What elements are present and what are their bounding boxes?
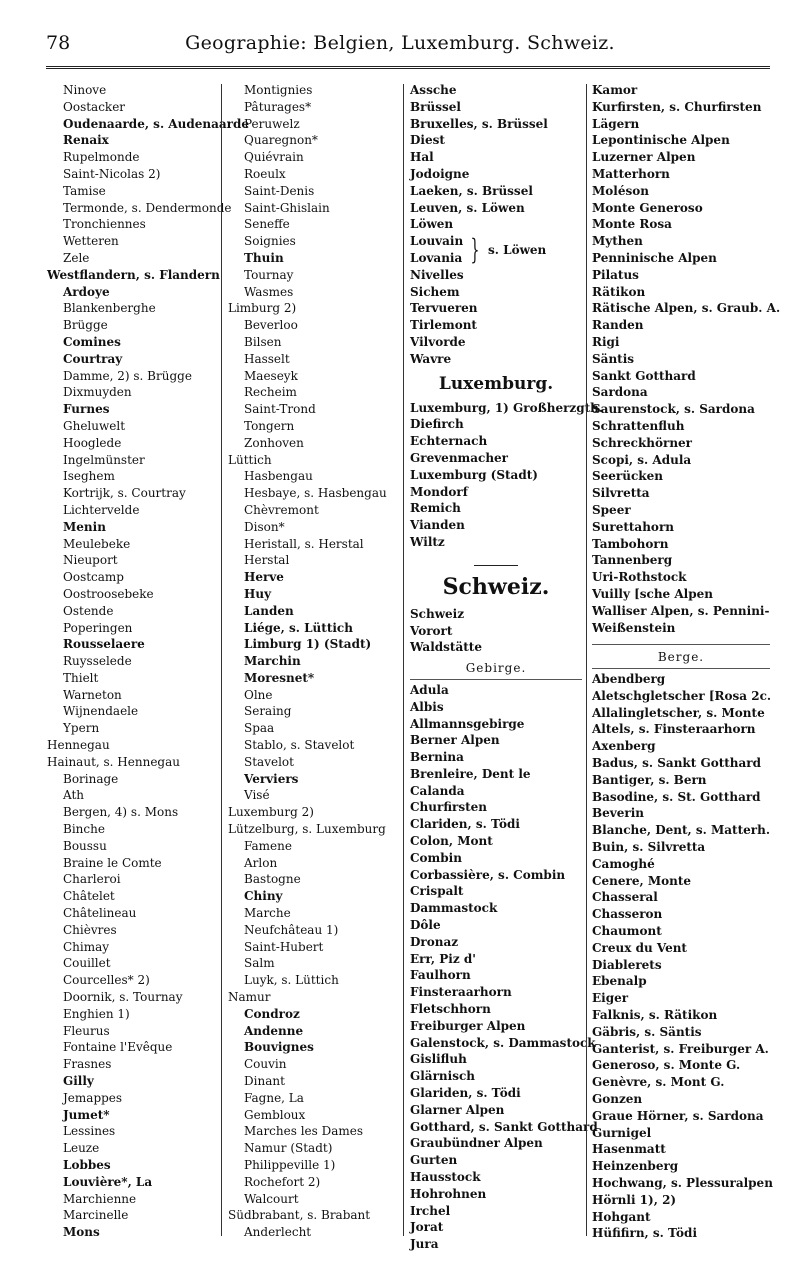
index-entry: Camoghé — [592, 856, 655, 871]
index-entry: Verviers — [244, 771, 299, 786]
index-entry: Graue Hörner, s. Sardona — [592, 1108, 764, 1123]
index-entry: Colon, Mont — [410, 834, 493, 849]
index-entry: Wiltz — [410, 534, 445, 549]
index-entry: Rätikon — [592, 284, 646, 299]
index-entry: Dôle — [410, 918, 441, 933]
index-entry: Hausstock — [410, 1170, 481, 1185]
index-entry: Namur (Stadt) — [244, 1141, 333, 1156]
index-entry: Vuilly [sche Alpen — [592, 586, 713, 601]
index-entry: Penninische Alpen — [592, 250, 717, 265]
index-entry: Châtelet — [63, 889, 115, 904]
index-entry: Châtelineau — [63, 906, 137, 921]
index-entry: Oostcamp — [63, 570, 124, 585]
index-entry: Brüssel — [410, 99, 461, 114]
index-entry: Marcinelle — [63, 1208, 129, 1223]
index-entry: Chèvremont — [244, 502, 319, 517]
index-entry: Zele — [63, 250, 90, 265]
index-entry: Courtray — [63, 351, 123, 366]
brace-glyph: } — [470, 232, 480, 266]
index-entry: Brenleire, Dent le — [410, 766, 531, 781]
index-entry: Churfirsten — [410, 800, 488, 815]
index-entry: Monte Generoso — [592, 200, 703, 215]
page-number: 78 — [46, 32, 71, 54]
index-entry: Falknis, s. Rätikon — [592, 1008, 718, 1023]
index-entry: Brügge — [63, 318, 108, 333]
index-entry: Poperingen — [63, 620, 133, 635]
index-entry: Gurten — [410, 1153, 458, 1168]
index-entry: Boussu — [63, 838, 107, 853]
index-entry: Limburg 2) — [228, 301, 297, 316]
index-entry: Badus, s. Sankt Gotthard — [592, 756, 762, 771]
running-head: Geographie: Belgien, Luxemburg. Schweiz. — [185, 32, 615, 54]
index-entry: Nieuport — [63, 553, 118, 568]
schweiz-heading: Schweiz. — [442, 573, 550, 600]
index-entry: Ganterist, s. Freiburger A. — [592, 1041, 769, 1056]
berge-heading: Berge. — [657, 650, 705, 665]
index-entry: Jemappes — [63, 1090, 123, 1105]
index-entry: Heinzenberg — [592, 1159, 679, 1174]
index-entry: Renaix — [63, 133, 109, 148]
index-entry: Speer — [592, 502, 631, 517]
index-entry: Gilly — [63, 1074, 94, 1089]
index-entry: Landen — [244, 603, 294, 618]
index-entry: Waldstätte — [410, 640, 482, 655]
index-entry: Allmannsgebirge — [410, 716, 525, 731]
index-entry: Seneffe — [244, 217, 290, 232]
index-entry: Heristall, s. Herstal — [244, 536, 364, 551]
index-entry: Oudenaarde, s. Audenaarde — [63, 116, 249, 131]
index-entry: Bastogne — [244, 872, 301, 887]
index-entry: Famene — [244, 838, 292, 853]
index-entry: Hainaut, s. Hennegau — [47, 754, 180, 769]
index-entry: Doornik, s. Tournay — [63, 990, 183, 1005]
index-entry: Tannenberg — [592, 553, 673, 568]
index-entry: Leuven, s. Löwen — [410, 200, 525, 215]
index-entry: Ostende — [63, 603, 114, 618]
index-entry: Gonzen — [592, 1092, 643, 1107]
index-entry: Rigi — [592, 334, 620, 349]
index-entry: Zonhoven — [244, 435, 304, 450]
index-entry: Glariden, s. Tödi — [410, 1086, 521, 1101]
index-entry: Scopi, s. Adula — [592, 452, 692, 467]
index-entry: Adula — [410, 682, 449, 697]
index-entry: Matterhorn — [592, 166, 670, 181]
index-entry: Couillet — [63, 956, 111, 971]
index-entry: Beverin — [592, 806, 644, 821]
index-entry: Combin — [410, 850, 462, 865]
index-entry: Oostroosebeke — [63, 586, 154, 601]
index-entry: Moléson — [592, 183, 649, 198]
index-entry: Gäbris, s. Säntis — [592, 1024, 702, 1039]
index-entry: Moresnet* — [244, 670, 315, 685]
index-entry: Quaregnon* — [244, 133, 318, 148]
index-entry: Bruxelles, s. Brüssel — [410, 116, 548, 131]
index-entry: Dronaz — [410, 934, 459, 949]
index-entry: Sichem — [410, 284, 460, 299]
index-entry: Ninove — [63, 83, 107, 97]
index-entry: Marche — [244, 906, 291, 921]
index-entry: Glärnisch — [410, 1069, 475, 1084]
index-entry: Meulebeke — [63, 536, 131, 551]
index-entry: Pâturages* — [244, 99, 312, 114]
index-entry: Menin — [63, 519, 106, 534]
index-entry: Tournay — [244, 267, 294, 282]
index-entry: Generoso, s. Monte G. — [592, 1058, 741, 1073]
index-entry: Faulhorn — [410, 968, 471, 983]
index-entry: Chimay — [63, 939, 110, 954]
index-entry: Monte Rosa — [592, 217, 672, 232]
column-rule-2 — [403, 84, 404, 1236]
index-entry: Ardoye — [63, 284, 110, 299]
index-entry: Stablo, s. Stavelot — [244, 738, 355, 753]
header-rule — [46, 66, 770, 71]
index-entry: Hasbengau — [244, 469, 313, 484]
index-entry: Tronchiennes — [63, 217, 146, 232]
index-entry: Comines — [63, 334, 121, 349]
index-entry: Crispalt — [410, 884, 464, 899]
index-entry: Anderlecht — [244, 1225, 312, 1240]
index-entry: Corbassière, s. Combin — [410, 867, 566, 882]
index-entry: Diest — [410, 133, 445, 148]
section-divider — [474, 565, 518, 566]
index-entry: Altels, s. Finsteraarhorn — [592, 722, 756, 737]
index-entry: Herve — [244, 570, 284, 585]
louvain-brace-group — [410, 233, 582, 267]
index-entry: Axenberg — [592, 739, 656, 754]
index-entry: Louvière*, La — [63, 1174, 153, 1189]
index-entry: Luzerner Alpen — [592, 150, 696, 165]
index-entry: Bouvignes — [244, 1040, 314, 1055]
index-entry: Jura — [410, 1237, 439, 1252]
index-entry: Sardona — [592, 385, 648, 400]
index-entry: Diablerets — [592, 957, 662, 972]
index-entry: Arlon — [244, 855, 278, 870]
index-entry: Eiger — [592, 991, 629, 1006]
index-entry: Berner Alpen — [410, 733, 500, 748]
index-entry: Tervueren — [410, 301, 478, 316]
index-entry: Saint-Hubert — [244, 939, 324, 954]
index-entry: Hohgant — [592, 1209, 651, 1224]
index-entry: Recheim — [244, 385, 297, 400]
index-entry: Gotthard, s. Sankt Gotthard — [410, 1119, 598, 1134]
index-entry: Ruysselede — [63, 654, 132, 669]
index-entry: Abendberg — [592, 672, 666, 687]
index-entry: Mons — [63, 1225, 100, 1240]
index-entry: Ath — [63, 788, 85, 803]
column-rule-3 — [586, 84, 587, 1236]
column-2 — [228, 82, 400, 1241]
column-rule-1 — [221, 84, 222, 1236]
index-entry: Ingelmünster — [63, 452, 145, 467]
index-entry: Chiny — [244, 889, 283, 904]
index-entry: Westflandern, s. Flandern — [47, 267, 220, 282]
index-entry: Schrattenfluh — [592, 418, 685, 433]
index-entry: Gheluwelt — [63, 418, 126, 433]
index-entry: Beverloo — [244, 318, 298, 333]
index-entry: Luyk, s. Lüttich — [244, 973, 339, 988]
index-entry: Tamise — [63, 183, 106, 198]
index-entry: Chasseron — [592, 907, 663, 922]
index-entry: Binche — [63, 822, 105, 837]
index-entry: Vianden — [410, 518, 465, 533]
index-entry: Echternach — [410, 434, 488, 449]
index-entry: Diefirch — [410, 417, 464, 432]
index-entry: Fontaine l'Evêque — [63, 1040, 173, 1055]
index-entry: Couvin — [244, 1057, 287, 1072]
index-entry: Dammastock — [410, 901, 498, 916]
index-entry: Rousselaere — [63, 637, 145, 652]
index-entry: Gurnigel — [592, 1125, 652, 1140]
index-entry: Freiburger Alpen — [410, 1018, 526, 1033]
index-entry: Luxemburg, 1) Großherzgth. — [410, 400, 604, 415]
column-1 — [47, 82, 249, 1241]
index-entry: Sankt Gotthard — [592, 368, 696, 383]
index-entry: Rupelmonde — [63, 150, 140, 165]
index-entry: Stavelot — [244, 754, 294, 769]
index-entry: Jorat — [410, 1220, 444, 1235]
index-entry: Nivelles — [410, 267, 464, 282]
index-entry: Hal — [410, 150, 434, 165]
index-entry: Tirlemont — [410, 318, 477, 333]
index-entry: Lützelburg, s. Luxemburg — [228, 822, 386, 837]
index-entry: Roeulx — [244, 166, 286, 181]
index-entry: Seerücken — [592, 469, 663, 484]
index-entry: Iseghem — [63, 469, 115, 484]
index-entry: Hooglede — [63, 435, 122, 450]
index-entry: Err, Piz d' — [410, 951, 476, 966]
index-entry: Surettahorn — [592, 519, 674, 534]
index-entry: Blankenberghe — [63, 301, 156, 316]
index-entry: Cenere, Monte — [592, 873, 692, 888]
index-entry: Hörnli 1), 2) — [592, 1192, 677, 1207]
index-entry: Lägern — [592, 116, 640, 131]
index-entry: Schreckhörner — [592, 435, 693, 450]
index-entry: Allalingletscher, s. Monte — [592, 705, 765, 720]
index-entry: Marchienne — [63, 1191, 137, 1206]
index-entry: Kamor — [592, 83, 638, 97]
index-entry: Uri-Rothstock — [592, 570, 687, 585]
index-entry: Bilsen — [244, 334, 282, 349]
index-entry: Dinant — [244, 1074, 285, 1089]
index-entry: Jodoigne — [410, 166, 470, 181]
index-entry: Marchin — [244, 654, 301, 669]
index-entry: Blanche, Dent, s. Matterh. — [592, 823, 771, 838]
index-entry: Clariden, s. Tödi — [410, 817, 520, 832]
index-entry: Louvain — [410, 234, 464, 249]
index-entry: Charleroi — [63, 872, 121, 887]
index-entry: Hennegau — [47, 738, 110, 753]
index-entry: Säntis — [592, 351, 635, 366]
index-entry: Glarner Alpen — [410, 1102, 505, 1117]
index-entry: Tambohorn — [592, 536, 669, 551]
index-entry: Leuze — [63, 1141, 100, 1156]
index-entry: Oostacker — [63, 99, 126, 114]
index-entry: Hesbaye, s. Hasbengau — [244, 486, 387, 501]
berge-rule — [592, 668, 770, 669]
index-entry: Maeseyk — [244, 368, 298, 383]
index-entry: Huy — [244, 586, 272, 601]
berge-top-rule — [592, 644, 770, 645]
index-entry: Schweiz — [410, 606, 465, 621]
index-entry: Rochefort 2) — [244, 1174, 321, 1189]
index-entry: Hochwang, s. Plessuralpen — [592, 1176, 773, 1190]
index-entry: Laeken, s. Brüssel — [410, 183, 533, 198]
index-entry: Saint-Trond — [244, 402, 316, 417]
index-entry: Grevenmacher — [410, 450, 508, 465]
index-entry: Assche — [410, 83, 457, 97]
index-entry: Frasnes — [63, 1057, 112, 1072]
index-entry: Lüttich — [228, 452, 272, 467]
index-entry: Genèvre, s. Mont G. — [592, 1075, 725, 1090]
index-entry: Löwen — [410, 217, 454, 232]
index-entry: Termonde, s. Dendermonde — [63, 200, 232, 215]
index-entry: Fletschhorn — [410, 1002, 491, 1017]
index-entry: Wijnendaele — [63, 704, 139, 719]
index-entry: Damme, 2) s. Brügge — [63, 368, 192, 383]
index-entry: Randen — [592, 318, 644, 333]
index-entry: Wavre — [410, 351, 452, 366]
index-entry: Aletschgletscher [Rosa 2c. — [592, 688, 772, 703]
index-entry: Saint-Nicolas 2) — [63, 166, 161, 181]
index-entry: Dixmuyden — [63, 385, 132, 400]
index-entry: Quiévrain — [244, 150, 304, 165]
index-entry: Braine le Comte — [63, 855, 162, 870]
index-entry: Salm — [244, 956, 275, 971]
brace-reference: s. Löwen — [488, 242, 547, 257]
index-entry: Pilatus — [592, 267, 639, 282]
index-entry: Kortrijk, s. Courtray — [63, 486, 186, 501]
index-entry: Philippeville 1) — [244, 1158, 336, 1172]
index-entry: Albis — [410, 699, 444, 714]
index-entry: Bernina — [410, 750, 464, 765]
index-entry: Visé — [244, 788, 270, 803]
index-entry: Irchel — [410, 1203, 451, 1218]
index-entry: Walliser Alpen, s. Pennini- — [592, 603, 770, 618]
index-entry: Rätische Alpen, s. Graub. A. — [592, 301, 781, 316]
index-entry: Bergen, 4) s. Mons — [63, 805, 179, 820]
index-entry: Luxemburg 2) — [228, 805, 314, 820]
index-entry: Hüfifirn, s. Tödi — [592, 1226, 697, 1241]
index-entry: Mondorf — [410, 484, 468, 499]
index-entry: Peruwelz — [244, 116, 300, 131]
index-entry: Graubündner Alpen — [410, 1136, 543, 1151]
index-entry: Basodine, s. St. Gotthard — [592, 789, 761, 804]
index-entry: Saint-Ghislain — [244, 200, 330, 215]
index-entry: Chièvres — [63, 922, 117, 937]
index-entry: Remich — [410, 501, 461, 516]
index-entry: Hohrohnen — [410, 1186, 487, 1201]
index-entry: Lobbes — [63, 1158, 111, 1172]
index-entry: Liége, s. Lüttich — [244, 620, 353, 635]
index-entry: Südbrabant, s. Brabant — [228, 1208, 371, 1223]
index-entry: Jumet* — [63, 1107, 110, 1122]
index-entry: Limburg 1) (Stadt) — [244, 637, 372, 652]
index-entry: Hasenmatt — [592, 1142, 666, 1157]
index-entry: Warneton — [63, 687, 122, 702]
index-entry: Saurenstock, s. Sardona — [592, 402, 755, 417]
index-entry: Kurfirsten, s. Churfirsten — [592, 99, 762, 114]
index-entry: Gembloux — [244, 1107, 306, 1122]
index-entry: Fagne, La — [244, 1090, 304, 1105]
index-entry: Marches les Dames — [244, 1124, 364, 1139]
index-entry: Herstal — [244, 553, 290, 568]
index-entry: Chasseral — [592, 890, 658, 905]
index-entry: Lepontinische Alpen — [592, 133, 730, 148]
index-entry: Courcelles* 2) — [63, 973, 150, 988]
index-entry: Dison* — [244, 519, 285, 534]
luxemburg-heading: Luxemburg. — [438, 373, 554, 394]
index-entry: Furnes — [63, 402, 110, 417]
index-entry: Lessines — [63, 1124, 116, 1139]
index-entry: Lovania — [410, 250, 463, 265]
index-entry: Andenne — [244, 1023, 304, 1038]
index-entry: Seraing — [244, 704, 292, 719]
index-entry: Hasselt — [244, 351, 290, 366]
index-entry: Ebenalp — [592, 974, 647, 989]
index-entry: Finsteraarhorn — [410, 985, 512, 1000]
index-entry: Calanda — [410, 783, 465, 798]
column-3 — [410, 82, 604, 1253]
index-entry: Mythen — [592, 234, 643, 249]
index-entry: Chaumont — [592, 924, 662, 939]
index-entry: Silvretta — [592, 486, 650, 501]
index-entry: Namur — [228, 990, 271, 1005]
column-4 — [592, 82, 781, 1242]
index-entry: Lichtervelde — [63, 502, 140, 517]
index-entry: Thielt — [63, 670, 99, 685]
index-entry: Creux du Vent — [592, 940, 687, 955]
index-entry: Soignies — [244, 234, 296, 249]
index-entry: Walcourt — [244, 1191, 299, 1206]
gebirge-heading: Gebirge. — [465, 661, 527, 676]
index-entry: Wetteren — [63, 234, 119, 249]
index-entry: Luxemburg (Stadt) — [410, 467, 538, 482]
index-entry: Gislifluh — [410, 1052, 467, 1067]
index-entry: Condroz — [244, 1006, 300, 1021]
index-entry: Tongern — [244, 418, 295, 433]
index-entry: Vorort — [410, 623, 453, 638]
index-entry: Buin, s. Silvretta — [592, 840, 706, 855]
index-entry: Weißenstein — [592, 620, 676, 635]
index-entry: Enghien 1) — [63, 1006, 130, 1021]
index-entry: Spaa — [244, 721, 275, 736]
index-entry: Neufchâteau 1) — [244, 922, 339, 937]
index-entry: Wasmes — [244, 284, 294, 299]
index-entry: Montignies — [244, 83, 313, 97]
index-entry: Saint-Denis — [244, 183, 315, 198]
index-entry: Fleurus — [63, 1023, 110, 1038]
index-entry: Bantiger, s. Bern — [592, 772, 707, 787]
index-entry: Borinage — [63, 771, 119, 786]
index-entry: Thuin — [244, 250, 284, 265]
index-entry: Ypern — [63, 721, 100, 736]
index-entry: Vilvorde — [410, 334, 466, 349]
gebirge-rule — [410, 679, 582, 680]
index-entry: Olne — [244, 687, 273, 702]
index-entry: Galenstock, s. Dammastock — [410, 1035, 596, 1050]
